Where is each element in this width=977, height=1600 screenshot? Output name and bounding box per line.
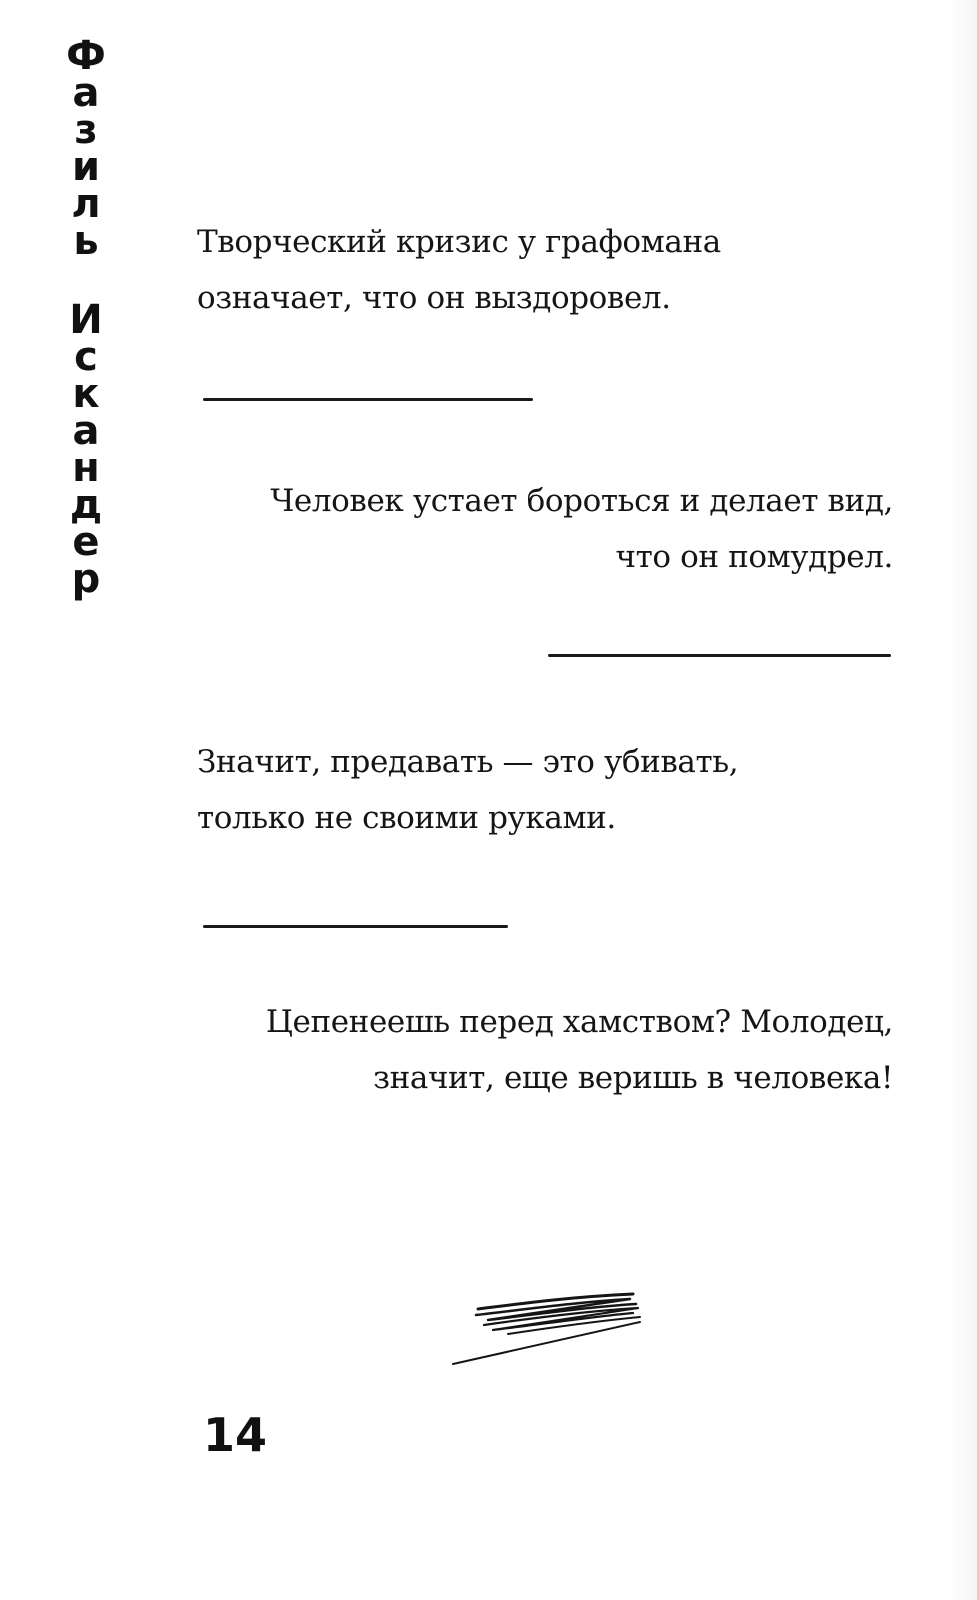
author-letter: е: [72, 519, 100, 565]
author-letter: р: [71, 556, 101, 602]
vertical-author-name: [64, 33, 108, 602]
author-letter: з: [74, 107, 98, 153]
quote-line: означает, что он выздоровел.: [197, 280, 671, 316]
author-letter: н: [72, 445, 100, 491]
quote-4: [266, 994, 893, 1106]
author-letter: л: [71, 181, 101, 227]
quote-line: Творческий кризис у графомана: [197, 224, 721, 260]
author-letter: к: [72, 371, 100, 417]
quote-line: что он помудрел.: [615, 539, 893, 575]
scribble-ornament: [448, 1282, 648, 1372]
author-letter: Ф: [66, 33, 106, 79]
quote-line: значит, еще веришь в человека!: [373, 1060, 893, 1096]
page-edge-shadow: [947, 0, 977, 1600]
author-letter: д: [69, 482, 103, 528]
quote-line: Значит, предавать — это убивать,: [197, 744, 739, 780]
page-number: 14: [203, 1408, 268, 1462]
author-letter: а: [72, 70, 100, 116]
author-letter: и: [71, 144, 100, 190]
divider-line: [203, 398, 533, 401]
divider-line: [203, 925, 508, 928]
author-first-name: [66, 33, 106, 264]
quote-3: [197, 734, 738, 846]
quote-1: [197, 214, 721, 326]
author-last-name: [69, 297, 103, 602]
quote-line: Человек устает бороться и делает вид,: [270, 483, 893, 519]
quote-line: Цепенеешь перед хамством? Молодец,: [265, 1004, 893, 1040]
quote-line: только не своими руками.: [197, 800, 616, 836]
author-letter: ь: [73, 218, 99, 264]
author-letter: И: [69, 297, 103, 343]
divider-line: [548, 654, 891, 657]
author-letter: а: [72, 408, 100, 454]
quote-2: [270, 473, 893, 585]
author-letter: с: [74, 334, 98, 380]
